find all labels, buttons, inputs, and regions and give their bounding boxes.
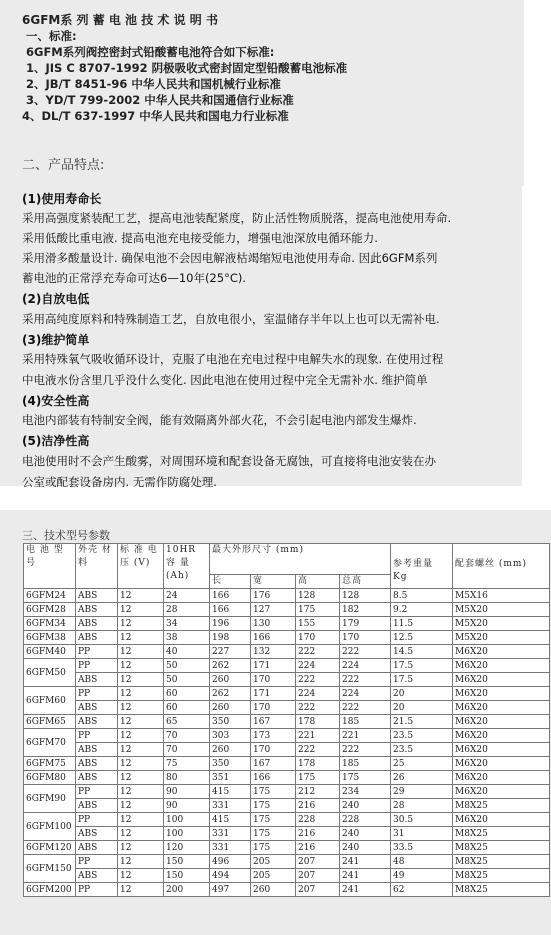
cell-voltage: 12 xyxy=(118,813,164,827)
cell-capacity: 75 xyxy=(164,757,210,771)
col-bolt: 配套螺丝 (mm) xyxy=(453,544,550,589)
col-total-height: 总高 xyxy=(340,575,391,589)
cell-width: 130 xyxy=(251,617,296,631)
cell-total-height: 185 xyxy=(340,757,391,771)
cell-model: 6GFM50 xyxy=(24,659,76,687)
table-row xyxy=(24,855,550,869)
cell-material: ABS xyxy=(76,715,118,729)
cell-capacity: 60 xyxy=(164,701,210,715)
cell-weight: 62 xyxy=(391,883,453,897)
cell-voltage: 12 xyxy=(118,603,164,617)
cell-capacity: 100 xyxy=(164,813,210,827)
cell-height: 207 xyxy=(296,855,340,869)
cell-capacity: 60 xyxy=(164,687,210,701)
cell-total-height: 228 xyxy=(340,813,391,827)
cell-capacity: 38 xyxy=(164,631,210,645)
cell-total-height: 234 xyxy=(340,785,391,799)
cell-voltage: 12 xyxy=(118,869,164,883)
col-length: 长 xyxy=(210,575,251,589)
table-row xyxy=(24,673,550,687)
cell-width: 171 xyxy=(251,659,296,673)
cell-total-height: 241 xyxy=(340,883,391,897)
standard-item: 4、DL/T 637-1997 中华人民共和国电力行业标准 xyxy=(22,109,289,123)
cell-voltage: 12 xyxy=(118,841,164,855)
cell-total-height: 241 xyxy=(340,855,391,869)
cell-material: PP xyxy=(76,813,118,827)
cell-material: ABS xyxy=(76,603,118,617)
cell-weight: 26 xyxy=(391,771,453,785)
col-material: 外壳 材料 xyxy=(76,544,118,589)
cell-height: 222 xyxy=(296,743,340,757)
cell-material: ABS xyxy=(76,589,118,603)
cell-height: 155 xyxy=(296,617,340,631)
cell-material: ABS xyxy=(76,631,118,645)
table-row xyxy=(24,729,550,743)
cell-model: 6GFM38 xyxy=(24,631,76,645)
table-row xyxy=(24,603,550,617)
cell-height: 207 xyxy=(296,869,340,883)
feature-text: 蓄电池的正常浮充寿命可达6—10年(25°C). xyxy=(22,271,246,285)
cell-total-height: 221 xyxy=(340,729,391,743)
standard-item: 3、YD/T 799-2002 中华人民共和国通信行业标准 xyxy=(26,93,294,107)
section2-heading: 二、产品特点: xyxy=(22,158,105,173)
cell-width: 205 xyxy=(251,855,296,869)
cell-width: 175 xyxy=(251,785,296,799)
cell-material: PP xyxy=(76,659,118,673)
cell-height: 222 xyxy=(296,701,340,715)
cell-voltage: 12 xyxy=(118,617,164,631)
cell-material: ABS xyxy=(76,827,118,841)
cell-width: 167 xyxy=(251,757,296,771)
cell-total-height: 222 xyxy=(340,673,391,687)
cell-weight: 17.5 xyxy=(391,659,453,673)
cell-height: 178 xyxy=(296,715,340,729)
cell-height: 216 xyxy=(296,799,340,813)
cell-length: 331 xyxy=(210,841,251,855)
section3-heading: 三、技术型号参数 xyxy=(22,529,110,542)
cell-capacity: 90 xyxy=(164,785,210,799)
cell-bolt: M6X20 xyxy=(453,687,550,701)
cell-length: 166 xyxy=(210,589,251,603)
cell-capacity: 200 xyxy=(164,883,210,897)
cell-total-height: 224 xyxy=(340,659,391,673)
cell-material: ABS xyxy=(76,743,118,757)
cell-bolt: M8X25 xyxy=(453,883,550,897)
cell-total-height: 222 xyxy=(340,743,391,757)
cell-weight: 17.5 xyxy=(391,673,453,687)
cell-length: 260 xyxy=(210,673,251,687)
cell-bolt: M5X20 xyxy=(453,617,550,631)
table-row xyxy=(24,757,550,771)
cell-height: 224 xyxy=(296,687,340,701)
table-row xyxy=(24,799,550,813)
cell-voltage: 12 xyxy=(118,631,164,645)
table-row xyxy=(24,701,550,715)
cell-bolt: M6X20 xyxy=(453,771,550,785)
cell-capacity: 90 xyxy=(164,799,210,813)
table-row xyxy=(24,659,550,673)
cell-height: 228 xyxy=(296,813,340,827)
cell-weight: 33.5 xyxy=(391,841,453,855)
cell-material: ABS xyxy=(76,757,118,771)
cell-model: 6GFM100 xyxy=(24,813,76,841)
cell-voltage: 12 xyxy=(118,673,164,687)
cell-length: 350 xyxy=(210,757,251,771)
cell-model: 6GFM70 xyxy=(24,729,76,757)
cell-width: 170 xyxy=(251,701,296,715)
cell-total-height: 240 xyxy=(340,799,391,813)
feature-heading: (3)维护简单 xyxy=(22,333,90,347)
cell-material: ABS xyxy=(76,799,118,813)
cell-material: ABS xyxy=(76,673,118,687)
table-row xyxy=(24,883,550,897)
cell-height: 212 xyxy=(296,785,340,799)
cell-total-height: 240 xyxy=(340,841,391,855)
cell-bolt: M6X20 xyxy=(453,813,550,827)
cell-voltage: 12 xyxy=(118,701,164,715)
cell-length: 496 xyxy=(210,855,251,869)
cell-capacity: 150 xyxy=(164,855,210,869)
cell-material: ABS xyxy=(76,701,118,715)
cell-width: 175 xyxy=(251,813,296,827)
feature-text: 公室或配套设备房内. 无需作防腐处理. xyxy=(22,475,217,489)
section1-intro: 6GFM系列阀控密封式铅酸蓄电池符合如下标准: xyxy=(26,45,275,59)
cell-material: ABS xyxy=(76,869,118,883)
cell-length: 262 xyxy=(210,659,251,673)
cell-weight: 21.5 xyxy=(391,715,453,729)
cell-weight: 30.5 xyxy=(391,813,453,827)
col-height: 高 xyxy=(296,575,340,589)
cell-weight: 12.5 xyxy=(391,631,453,645)
cell-length: 198 xyxy=(210,631,251,645)
cell-voltage: 12 xyxy=(118,645,164,659)
cell-width: 175 xyxy=(251,799,296,813)
cell-length: 260 xyxy=(210,743,251,757)
spec-table xyxy=(23,543,550,897)
cell-voltage: 12 xyxy=(118,743,164,757)
cell-length: 260 xyxy=(210,701,251,715)
table-row xyxy=(24,631,550,645)
feature-text: 采用高纯度原料和特殊制造工艺，自放电很小，室温储存半年以上也可以无需补电. xyxy=(22,312,440,326)
cell-capacity: 24 xyxy=(164,589,210,603)
cell-voltage: 12 xyxy=(118,799,164,813)
col-width: 宽 xyxy=(251,575,296,589)
cell-bolt: M8X25 xyxy=(453,869,550,883)
cell-bolt: M8X25 xyxy=(453,827,550,841)
document-title: 6GFM系 列 蓄 电 池 技 术 说 明 书 xyxy=(22,13,218,27)
cell-height: 175 xyxy=(296,771,340,785)
feature-text: 中电液水份含里几乎没什么变化. 因此电池在使用过程中完全无需补水. 维护简单 xyxy=(22,373,428,387)
table-row xyxy=(24,771,550,785)
cell-weight: 31 xyxy=(391,827,453,841)
cell-material: ABS xyxy=(76,841,118,855)
cell-material: PP xyxy=(76,785,118,799)
table-row xyxy=(24,715,550,729)
cell-height: 216 xyxy=(296,841,340,855)
cell-capacity: 120 xyxy=(164,841,210,855)
cell-material: ABS xyxy=(76,617,118,631)
cell-capacity: 70 xyxy=(164,743,210,757)
cell-width: 127 xyxy=(251,603,296,617)
cell-width: 205 xyxy=(251,869,296,883)
cell-model: 6GFM150 xyxy=(24,855,76,883)
cell-width: 166 xyxy=(251,771,296,785)
cell-length: 351 xyxy=(210,771,251,785)
cell-bolt: M8X25 xyxy=(453,799,550,813)
cell-height: 216 xyxy=(296,827,340,841)
cell-voltage: 12 xyxy=(118,757,164,771)
cell-voltage: 12 xyxy=(118,771,164,785)
cell-width: 132 xyxy=(251,645,296,659)
cell-width: 175 xyxy=(251,827,296,841)
table-row xyxy=(24,687,550,701)
cell-bolt: M8X25 xyxy=(453,841,550,855)
cell-total-height: 185 xyxy=(340,715,391,729)
cell-length: 497 xyxy=(210,883,251,897)
cell-length: 166 xyxy=(210,603,251,617)
cell-capacity: 50 xyxy=(164,673,210,687)
cell-weight: 23.5 xyxy=(391,743,453,757)
cell-model: 6GFM200 xyxy=(24,883,76,897)
cell-capacity: 50 xyxy=(164,659,210,673)
cell-length: 196 xyxy=(210,617,251,631)
cell-capacity: 28 xyxy=(164,603,210,617)
cell-capacity: 100 xyxy=(164,827,210,841)
cell-weight: 28 xyxy=(391,799,453,813)
cell-model: 6GFM34 xyxy=(24,617,76,631)
cell-width: 176 xyxy=(251,589,296,603)
cell-voltage: 12 xyxy=(118,855,164,869)
cell-weight: 48 xyxy=(391,855,453,869)
feature-heading: (1)使用寿命长 xyxy=(22,192,102,206)
cell-height: 207 xyxy=(296,883,340,897)
cell-weight: 49 xyxy=(391,869,453,883)
cell-model: 6GFM80 xyxy=(24,771,76,785)
cell-width: 170 xyxy=(251,743,296,757)
cell-model: 6GFM75 xyxy=(24,757,76,771)
cell-length: 494 xyxy=(210,869,251,883)
cell-weight: 8.5 xyxy=(391,589,453,603)
cell-model: 6GFM28 xyxy=(24,603,76,617)
cell-bolt: M8X25 xyxy=(453,855,550,869)
cell-bolt: M5X20 xyxy=(453,603,550,617)
cell-total-height: 241 xyxy=(340,869,391,883)
cell-height: 222 xyxy=(296,673,340,687)
cell-length: 331 xyxy=(210,799,251,813)
table-row xyxy=(24,743,550,757)
cell-capacity: 70 xyxy=(164,729,210,743)
cell-model: 6GFM24 xyxy=(24,589,76,603)
cell-bolt: M6X20 xyxy=(453,701,550,715)
cell-weight: 25 xyxy=(391,757,453,771)
cell-weight: 20 xyxy=(391,701,453,715)
cell-model: 6GFM65 xyxy=(24,715,76,729)
cell-total-height: 224 xyxy=(340,687,391,701)
cell-width: 260 xyxy=(251,883,296,897)
table-row xyxy=(24,841,550,855)
cell-material: PP xyxy=(76,729,118,743)
cell-total-height: 175 xyxy=(340,771,391,785)
cell-capacity: 40 xyxy=(164,645,210,659)
cell-width: 166 xyxy=(251,631,296,645)
table-row xyxy=(24,617,550,631)
cell-material: PP xyxy=(76,645,118,659)
cell-model: 6GFM40 xyxy=(24,645,76,659)
cell-bolt: M6X20 xyxy=(453,757,550,771)
section1-heading: 一、标准: xyxy=(26,29,77,43)
feature-heading: (4)安全性高 xyxy=(22,394,90,408)
feature-text: 采用特殊氧气吸收循环设计，克服了电池在充电过程中电解失水的现象. 在使用过程 xyxy=(22,352,444,366)
standard-item: 2、JB/T 8451-96 中华人民共和国机械行业标准 xyxy=(26,77,281,91)
feature-text: 电池内部装有特制安全阀，能有效隔离外部火花，不会引起电池内部发生爆炸. xyxy=(22,413,417,427)
feature-text: 采用低酸比重电液. 提高电池充电接受能力，增强电池深放电循环能力. xyxy=(22,231,378,245)
cell-voltage: 12 xyxy=(118,729,164,743)
cell-length: 227 xyxy=(210,645,251,659)
col-dims: 最大外形尺寸 (mm) xyxy=(210,544,391,575)
cell-length: 415 xyxy=(210,785,251,799)
cell-bolt: M5X20 xyxy=(453,631,550,645)
cell-weight: 23.5 xyxy=(391,729,453,743)
standard-item: 1、JIS C 8707-1992 阴极吸收式密封固定型铅酸蓄电池标准 xyxy=(26,61,348,75)
cell-total-height: 170 xyxy=(340,631,391,645)
cell-total-height: 182 xyxy=(340,603,391,617)
cell-capacity: 80 xyxy=(164,771,210,785)
feature-text: 电池使用时不会产生酸雾，对周围环境和配套设备无腐蚀，可直接将电池安装在办 xyxy=(22,454,436,468)
cell-bolt: M6X20 xyxy=(453,673,550,687)
cell-capacity: 65 xyxy=(164,715,210,729)
cell-weight: 11.5 xyxy=(391,617,453,631)
cell-bolt: M6X20 xyxy=(453,715,550,729)
cell-material: PP xyxy=(76,883,118,897)
cell-height: 170 xyxy=(296,631,340,645)
cell-width: 170 xyxy=(251,673,296,687)
cell-width: 175 xyxy=(251,841,296,855)
table-header-row xyxy=(24,544,550,575)
cell-bolt: M6X20 xyxy=(453,645,550,659)
cell-weight: 29 xyxy=(391,785,453,799)
cell-length: 350 xyxy=(210,715,251,729)
table-row xyxy=(24,813,550,827)
cell-total-height: 222 xyxy=(340,701,391,715)
cell-height: 222 xyxy=(296,645,340,659)
cell-voltage: 12 xyxy=(118,883,164,897)
cell-height: 224 xyxy=(296,659,340,673)
col-model: 电 池 型 号 xyxy=(24,544,76,589)
cell-capacity: 34 xyxy=(164,617,210,631)
cell-voltage: 12 xyxy=(118,659,164,673)
cell-length: 415 xyxy=(210,813,251,827)
cell-bolt: M6X20 xyxy=(453,729,550,743)
feature-text: 采用滑多酸量设计. 确保电池不会因电解液枯竭缩短电池使用寿命. 因此6GFM系列 xyxy=(22,251,438,265)
cell-length: 262 xyxy=(210,687,251,701)
col-voltage: 标 准 电 压 (V) xyxy=(118,544,164,589)
cell-total-height: 128 xyxy=(340,589,391,603)
cell-height: 175 xyxy=(296,603,340,617)
cell-voltage: 12 xyxy=(118,687,164,701)
cell-weight: 14.5 xyxy=(391,645,453,659)
cell-voltage: 12 xyxy=(118,589,164,603)
table-row xyxy=(24,785,550,799)
table-row xyxy=(24,827,550,841)
cell-total-height: 222 xyxy=(340,645,391,659)
cell-weight: 9.2 xyxy=(391,603,453,617)
cell-weight: 20 xyxy=(391,687,453,701)
cell-material: PP xyxy=(76,687,118,701)
cell-total-height: 240 xyxy=(340,827,391,841)
cell-length: 331 xyxy=(210,827,251,841)
feature-heading: (5)洁净性高 xyxy=(22,434,90,448)
feature-heading: (2)自放电低 xyxy=(22,292,90,306)
feature-text: 采用高强度紧装配工艺，提高电池装配紧度，防止活性物质脱落，提高电池使用寿命. xyxy=(22,211,452,225)
table-row xyxy=(24,589,550,603)
cell-voltage: 12 xyxy=(118,715,164,729)
cell-material: ABS xyxy=(76,771,118,785)
cell-height: 178 xyxy=(296,757,340,771)
cell-total-height: 179 xyxy=(340,617,391,631)
cell-bolt: M6X20 xyxy=(453,659,550,673)
cell-model: 6GFM90 xyxy=(24,785,76,813)
cell-width: 167 xyxy=(251,715,296,729)
cell-bolt: M6X20 xyxy=(453,743,550,757)
cell-bolt: M5X16 xyxy=(453,589,550,603)
cell-height: 221 xyxy=(296,729,340,743)
cell-model: 6GFM120 xyxy=(24,841,76,855)
cell-height: 128 xyxy=(296,589,340,603)
col-weight: 参考重量 Kg xyxy=(391,544,453,589)
cell-width: 171 xyxy=(251,687,296,701)
cell-capacity: 150 xyxy=(164,869,210,883)
cell-length: 303 xyxy=(210,729,251,743)
cell-material: PP xyxy=(76,855,118,869)
cell-voltage: 12 xyxy=(118,785,164,799)
cell-model: 6GFM60 xyxy=(24,687,76,715)
col-capacity: 10HR 容 量 (Ah) xyxy=(164,544,210,589)
cell-voltage: 12 xyxy=(118,827,164,841)
cell-width: 173 xyxy=(251,729,296,743)
table-row xyxy=(24,645,550,659)
table-row xyxy=(24,869,550,883)
cell-bolt: M6X20 xyxy=(453,785,550,799)
spec-table-body xyxy=(24,589,550,897)
